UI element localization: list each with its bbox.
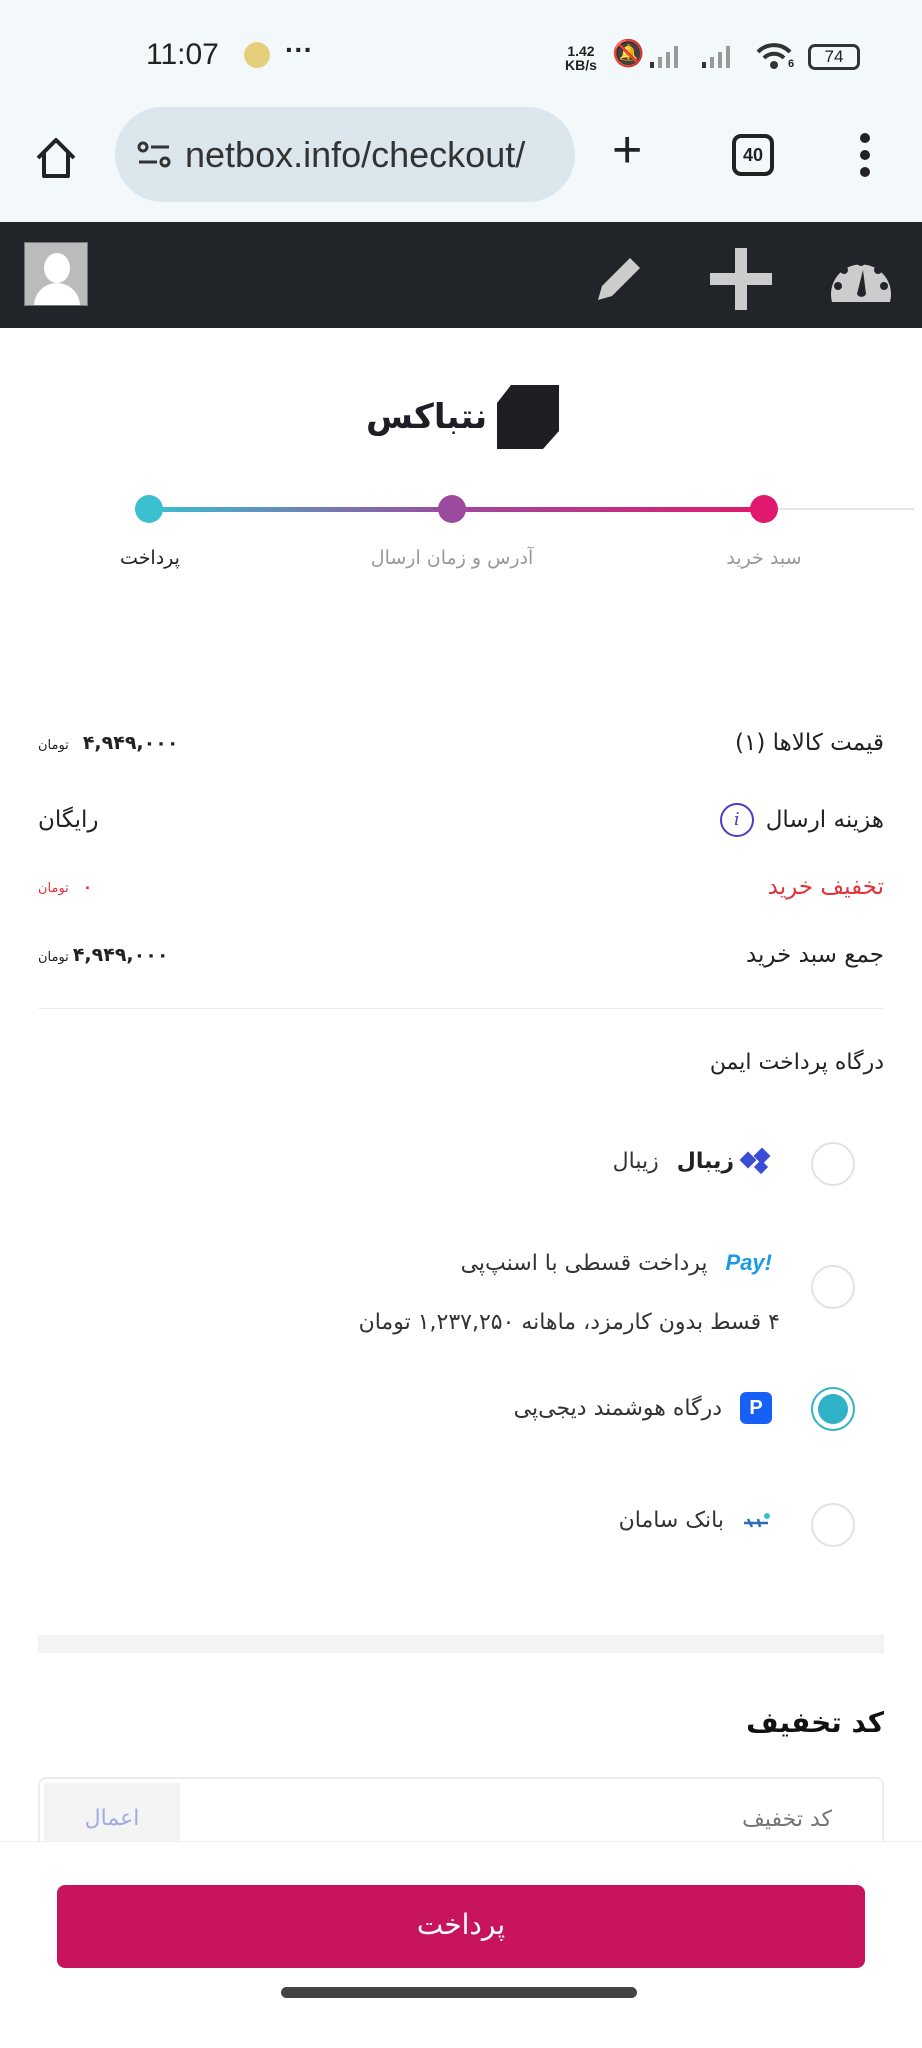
dashboard-icon[interactable] — [830, 252, 892, 308]
discount-value — [38, 878, 92, 896]
mute-icon: 🔕 — [612, 38, 645, 68]
total-amount: ۴,۹۴۹,۰۰۰ — [72, 944, 169, 966]
net-speed — [565, 44, 597, 72]
address-bar[interactable] — [115, 107, 575, 202]
new-tab-icon[interactable]: + — [612, 121, 643, 179]
discount-label: تخفیف خرید — [767, 874, 884, 900]
step-label-cart[interactable]: سبد خرید — [726, 547, 802, 569]
zibal-logo-icon — [738, 1146, 772, 1176]
summary-items-row — [38, 730, 884, 756]
items-price-value — [38, 732, 178, 754]
currency: تومان — [38, 950, 69, 965]
edit-icon[interactable] — [590, 250, 646, 306]
step-dot-address — [438, 495, 466, 523]
zibal-label: زیبال — [612, 1148, 659, 1174]
section-separator — [38, 1635, 884, 1653]
shipping-label-group — [720, 803, 884, 837]
zibal-logo — [677, 1146, 772, 1176]
gateways-title: درگاه پرداخت ایمن — [709, 1050, 884, 1075]
app-notification-icon — [244, 42, 270, 68]
tab-count-button[interactable]: 40 — [732, 134, 774, 176]
summary-shipping-row — [38, 803, 884, 837]
currency: تومان — [38, 881, 69, 896]
pay-button[interactable]: پرداخت — [57, 1885, 865, 1968]
wifi-badge: 6 — [788, 58, 795, 70]
summary-discount-row — [38, 874, 884, 900]
menu-icon[interactable] — [858, 132, 872, 178]
step-dot-cart — [750, 495, 778, 523]
option-snapppay[interactable] — [461, 1250, 772, 1276]
bottom-pay-bar — [0, 1841, 922, 2048]
option-saman[interactable] — [619, 1508, 772, 1533]
snapppay-label: پرداخت قسطی با اسنپ‌پی — [460, 1250, 708, 1276]
signal-icon — [650, 44, 760, 70]
site-logo[interactable] — [366, 385, 559, 449]
total-label: جمع سبد خرید — [745, 942, 884, 968]
zibal-logo-text: زیبال — [676, 1148, 734, 1174]
saman-label: بانک سامان — [618, 1508, 724, 1533]
coupon-title: کد تخفیف — [746, 1706, 884, 1739]
site-admin-bar — [0, 222, 922, 328]
snapppay-installments: ۴ قسط بدون کارمزد، ماهانه ۱,۲۳۷,۲۵۰ تومان — [358, 1310, 780, 1335]
home-icon[interactable] — [34, 136, 78, 180]
clock: 11:07 — [146, 38, 219, 71]
summary-total-row — [38, 942, 884, 968]
option-digipay[interactable] — [514, 1392, 772, 1424]
shipping-value: رایگان — [38, 807, 99, 833]
step-label-payment: پرداخت — [120, 547, 180, 569]
radio-zibal[interactable] — [811, 1142, 855, 1186]
info-icon[interactable]: i — [720, 803, 754, 837]
discount-amount: ۰ — [82, 878, 92, 896]
battery-icon: 74 — [808, 44, 860, 70]
url-text[interactable]: netbox.info/checkout/ — [185, 133, 526, 175]
shipping-label: هزینه ارسال — [765, 807, 884, 833]
digipay-logo: P — [740, 1392, 772, 1424]
radio-snapppay[interactable] — [811, 1265, 855, 1309]
more-notifications-icon: ··· — [285, 34, 313, 65]
currency: تومان — [38, 738, 69, 753]
step-label-address[interactable]: آدرس و زمان ارسال — [370, 547, 534, 569]
items-price-amount: ۴,۹۴۹,۰۰۰ — [82, 732, 179, 754]
net-speed-unit: KB/s — [565, 57, 597, 73]
home-indicator[interactable] — [281, 1987, 637, 1998]
items-price-label: قیمت کالاها (۱) — [735, 730, 884, 756]
net-speed-value: 1.42 — [567, 43, 595, 59]
divider — [38, 1008, 884, 1009]
radio-digipay[interactable] — [811, 1387, 855, 1431]
add-icon[interactable] — [710, 248, 772, 310]
status-bar — [0, 0, 922, 100]
option-zibal[interactable] — [613, 1146, 772, 1176]
wifi-icon — [756, 40, 795, 70]
site-settings-icon[interactable] — [137, 141, 171, 169]
saman-logo-icon — [742, 1511, 772, 1531]
logo-mark-icon — [497, 385, 559, 449]
radio-saman[interactable] — [811, 1503, 855, 1547]
avatar[interactable] — [24, 242, 88, 306]
total-value — [38, 944, 168, 966]
digipay-label: درگاه هوشمند دیجی‌پی — [513, 1395, 722, 1421]
snapppay-logo: Pay! — [725, 1250, 772, 1275]
logo-text: نتباکس — [366, 397, 488, 437]
step-dot-payment — [135, 495, 163, 523]
apply-coupon-button[interactable]: اعمال — [44, 1783, 180, 1857]
